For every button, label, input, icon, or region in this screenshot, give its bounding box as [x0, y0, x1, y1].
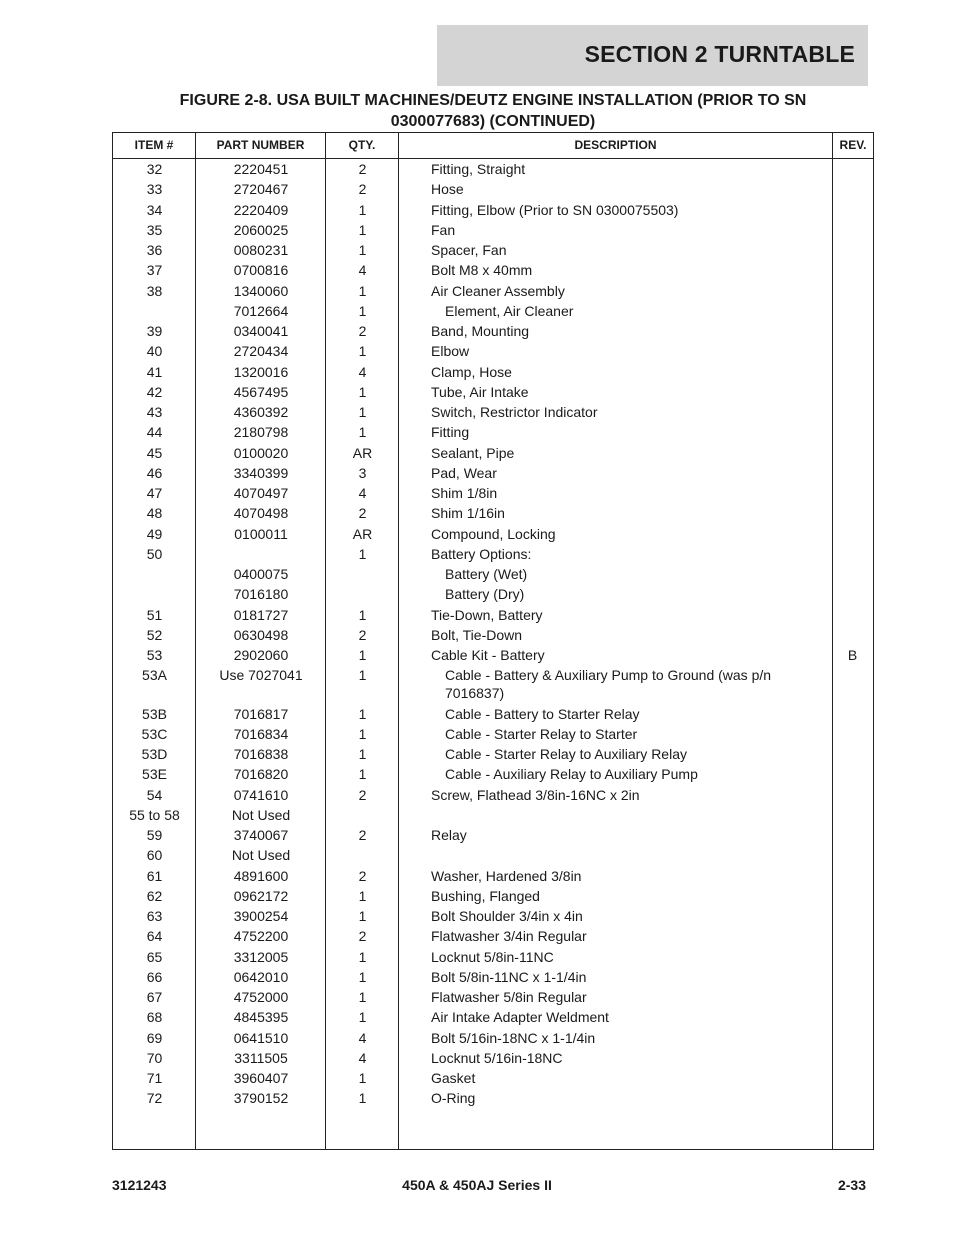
part-number-cell: 0642010: [233, 968, 289, 985]
item-number-cell: 62: [146, 887, 163, 904]
part-number-cell: 0080231: [233, 242, 289, 258]
qty-cell: 1: [358, 1070, 367, 1086]
part-number-cell: 0630498: [233, 626, 289, 643]
item-number-cell: 53D: [141, 746, 168, 762]
item-number-cell: 53C: [141, 725, 168, 742]
qty-cell: 1: [358, 282, 367, 299]
qty-cell: 2: [358, 786, 367, 803]
header-rev: REV.: [839, 138, 867, 152]
qty-cell: AR: [352, 444, 373, 461]
qty-cell: 1: [358, 766, 367, 783]
qty-cell: 1: [358, 545, 367, 562]
part-number-cell: 7016180: [233, 586, 289, 603]
item-number-cell: 53: [146, 647, 163, 663]
item-number-cell: 54: [146, 786, 163, 803]
description-cell: Tube, Air Intake: [431, 383, 529, 400]
header-item: ITEM #: [134, 138, 174, 152]
part-number-cell: 3900254: [233, 908, 289, 924]
item-number-cell: 41: [146, 363, 163, 380]
qty-cell: 2: [358, 626, 367, 643]
item-number-cell: 71: [146, 1070, 163, 1086]
item-number-cell: 43: [146, 404, 163, 420]
description-cell: Elbow: [431, 343, 470, 360]
description-cell: Fitting: [431, 424, 470, 441]
item-number-cell: 72: [146, 1090, 163, 1107]
qty-cell: 1: [358, 647, 367, 663]
item-number-cell: 69: [146, 1029, 163, 1046]
description-cell: Battery Options:: [431, 545, 532, 562]
part-number-cell: 4567495: [233, 383, 289, 400]
description-cell: Flatwasher 3/4in Regular: [431, 928, 587, 945]
description-cell: Screw, Flathead 3/8in-16NC x 2in: [431, 786, 640, 803]
part-number-cell: 3960407: [233, 1070, 289, 1086]
qty-cell: 1: [358, 746, 367, 762]
item-number-cell: 52: [146, 626, 163, 643]
qty-cell: 1: [358, 948, 367, 965]
part-number-cell: 2060025: [233, 221, 289, 238]
qty-cell: 2: [358, 323, 367, 339]
description-cell: Shim 1/16in: [431, 505, 505, 522]
description-cell: Sealant, Pipe: [431, 444, 515, 461]
qty-cell: 1: [358, 221, 367, 238]
part-number-cell: 7012664: [233, 302, 289, 319]
part-number-cell: 4070497: [233, 485, 289, 501]
column-divider: [832, 133, 833, 1149]
description-cell: Switch, Restrictor Indicator: [431, 404, 598, 420]
qty-cell: 1: [358, 989, 367, 1005]
part-number-cell: 3740067: [233, 827, 289, 843]
item-number-cell: 65: [146, 948, 163, 965]
description-cell: Locknut 5/8in-11NC: [431, 948, 554, 965]
item-number-cell: 49: [146, 525, 163, 542]
qty-cell: 1: [358, 383, 367, 400]
item-number-cell: 63: [146, 908, 163, 924]
header-qty: QTY.: [348, 138, 376, 152]
description-cell: Flatwasher 5/8in Regular: [431, 989, 587, 1005]
qty-cell: 2: [358, 505, 367, 522]
qty-cell: 1: [358, 201, 367, 218]
description-cell: Cable - Battery & Auxiliary Pump to Ground (was p/n 7016837): [445, 667, 772, 702]
item-number-cell: 50: [146, 545, 163, 562]
item-number-cell: 70: [146, 1049, 163, 1066]
footer-doc-number: 3121243: [112, 1177, 167, 1193]
figure-title: [112, 90, 874, 132]
qty-cell: 1: [358, 1009, 367, 1026]
part-number-cell: 7016838: [233, 746, 289, 762]
part-number-cell: 0700816: [233, 262, 289, 279]
item-number-cell: 67: [146, 989, 163, 1005]
part-number-cell: 2720434: [233, 343, 289, 360]
figure-title-line-1: FIGURE 2-8. USA BUILT MACHINES/DEUTZ ENGINE INSTALLATION (PRIOR TO SN: [179, 92, 807, 109]
part-number-cell: 2220451: [233, 161, 289, 177]
item-number-cell: 32: [146, 161, 163, 177]
description-cell: Cable - Battery to Starter Relay: [445, 705, 640, 722]
qty-cell: 1: [358, 404, 367, 420]
description-cell: O-Ring: [431, 1090, 476, 1107]
item-number-cell: 68: [146, 1009, 163, 1026]
item-number-cell: 33: [146, 181, 163, 198]
qty-cell: 1: [358, 606, 367, 623]
description-cell: Spacer, Fan: [431, 242, 507, 258]
item-number-cell: 66: [146, 968, 163, 985]
qty-cell: 1: [358, 968, 367, 985]
item-number-cell: 46: [146, 464, 163, 481]
item-number-cell: 40: [146, 343, 163, 360]
item-number-cell: 55 to 58: [129, 806, 180, 823]
qty-cell: 1: [358, 242, 367, 258]
parts-table: [112, 132, 874, 1150]
part-number-cell: 0100020: [233, 444, 289, 461]
description-cell: Bolt 5/8in-11NC x 1-1/4in: [431, 968, 587, 985]
qty-cell: 4: [358, 1049, 367, 1066]
item-number-cell: 48: [146, 505, 163, 522]
description-cell: Fan: [431, 221, 456, 238]
qty-cell: 3: [358, 464, 367, 481]
description-cell: Bushing, Flanged: [431, 887, 540, 904]
description-cell: Cable - Starter Relay to Auxiliary Relay: [445, 746, 687, 762]
item-number-cell: 61: [146, 867, 163, 884]
part-number-cell: Not Used: [231, 847, 291, 864]
description-cell: Cable Kit - Battery: [431, 647, 545, 663]
description-cell: Battery (Wet): [445, 566, 528, 582]
qty-cell: 2: [358, 827, 367, 843]
item-number-cell: 34: [146, 201, 163, 218]
description-cell: Shim 1/8in: [431, 485, 498, 501]
qty-cell: 1: [358, 424, 367, 441]
part-number-cell: 2902060: [233, 647, 289, 663]
qty-cell: 1: [358, 1090, 367, 1107]
header-part-number: PART NUMBER: [216, 138, 305, 152]
part-number-cell: 2720467: [233, 181, 289, 198]
item-number-cell: 53E: [142, 766, 167, 783]
item-number-cell: 47: [146, 485, 163, 501]
description-cell: Fitting, Elbow (Prior to SN 0300075503): [431, 201, 679, 218]
item-number-cell: 45: [146, 444, 163, 461]
qty-cell: 4: [358, 363, 367, 380]
description-cell: Air Cleaner Assembly: [431, 282, 565, 299]
qty-cell: 1: [358, 667, 367, 684]
description-cell: Tie-Down, Battery: [431, 606, 543, 623]
figure-title-line-2: 0300077683) (CONTINUED): [390, 113, 596, 130]
item-number-cell: 44: [146, 424, 163, 441]
qty-cell: 1: [358, 908, 367, 924]
item-number-cell: 39: [146, 323, 163, 339]
qty-cell: 1: [358, 725, 367, 742]
qty-cell: AR: [352, 525, 373, 542]
description-cell: Relay: [431, 827, 467, 843]
qty-cell: 2: [358, 867, 367, 884]
part-number-cell: 3311505: [234, 1049, 288, 1066]
item-number-cell: 51: [146, 606, 163, 623]
description-cell: Element, Air Cleaner: [445, 302, 574, 319]
part-number-cell: Not Used: [231, 806, 291, 823]
qty-cell: 1: [358, 705, 367, 722]
item-number-cell: 53A: [142, 667, 167, 684]
footer-model: 450A & 450AJ Series II: [402, 1177, 552, 1193]
qty-cell: 4: [358, 262, 367, 279]
part-number-cell: 0741610: [233, 786, 289, 803]
item-number-cell: 53B: [142, 705, 167, 722]
part-number-cell: 4752000: [233, 989, 289, 1005]
part-number-cell: 3340399: [233, 464, 289, 481]
description-cell: Cable - Auxiliary Relay to Auxiliary Pump: [445, 766, 698, 783]
description-cell: Bolt 5/16in-18NC x 1-1/4in: [431, 1029, 596, 1046]
part-number-cell: 7016834: [233, 725, 289, 742]
part-number-cell: 0400075: [233, 566, 289, 582]
part-number-cell: 3312005: [233, 948, 289, 965]
description-cell: Clamp, Hose: [431, 363, 512, 380]
description-cell: Cable - Starter Relay to Starter: [445, 725, 638, 742]
rev-cell: B: [847, 647, 858, 663]
item-number-cell: 36: [146, 242, 163, 258]
description-cell: Washer, Hardened 3/8in: [431, 867, 582, 884]
part-number-cell: 7016817: [233, 705, 289, 722]
description-cell: Fitting, Straight: [431, 161, 526, 177]
item-number-cell: 42: [146, 383, 163, 400]
description-cell: Band, Mounting: [431, 323, 530, 339]
item-number-cell: 35: [146, 221, 163, 238]
part-number-cell: 1340060: [233, 282, 289, 299]
qty-cell: 2: [358, 928, 367, 945]
qty-cell: 1: [358, 887, 367, 904]
part-number-cell: 7016820: [233, 766, 289, 783]
description-cell: Bolt Shoulder 3/4in x 4in: [431, 908, 583, 924]
part-number-cell: 1320016: [233, 363, 289, 380]
part-number-cell: 0340041: [233, 323, 289, 339]
description-cell: Pad, Wear: [431, 464, 497, 481]
description-cell: Gasket: [431, 1070, 476, 1086]
description-cell: Hose: [431, 181, 464, 198]
description-cell: Compound, Locking: [431, 525, 556, 542]
item-number-cell: 64: [146, 928, 163, 945]
description-cell: Bolt M8 x 40mm: [431, 262, 533, 279]
part-number-cell: 4360392: [233, 404, 289, 420]
description-cell: Locknut 5/16in-18NC: [431, 1049, 563, 1066]
qty-cell: 2: [358, 161, 367, 177]
part-number-cell: 0641510: [233, 1029, 289, 1046]
footer-page-number: 2-33: [837, 1177, 866, 1193]
part-number-cell: 4845395: [233, 1009, 289, 1026]
part-number-cell: 4752200: [233, 928, 289, 945]
part-number-cell: 4891600: [233, 867, 289, 884]
header-divider: [113, 158, 873, 159]
item-number-cell: 37: [146, 262, 163, 279]
section-header-banner: [437, 25, 868, 86]
item-number-cell: 60: [146, 847, 163, 864]
part-number-cell: 0962172: [233, 887, 289, 904]
description-cell: Battery (Dry): [445, 586, 525, 603]
part-number-cell: 2180798: [233, 424, 289, 441]
qty-cell: 4: [358, 485, 367, 501]
item-number-cell: 59: [146, 827, 163, 843]
qty-cell: 2: [358, 181, 367, 198]
part-number-cell: 4070498: [233, 505, 289, 522]
qty-cell: 1: [358, 302, 367, 319]
part-number-cell: 0181727: [233, 606, 289, 623]
description-cell: Air Intake Adapter Weldment: [431, 1009, 609, 1026]
qty-cell: 4: [358, 1029, 367, 1046]
part-number-cell: 2220409: [233, 201, 289, 218]
part-number-cell: Use 7027041: [219, 667, 303, 684]
section-header: SECTION 2 TURNTABLE: [584, 41, 855, 67]
description-cell: Bolt, Tie-Down: [431, 626, 523, 643]
part-number-cell: 3790152: [233, 1090, 289, 1107]
header-description: DESCRIPTION: [574, 138, 657, 152]
item-number-cell: 38: [146, 282, 163, 299]
part-number-cell: 0100011: [234, 525, 288, 542]
qty-cell: 1: [358, 343, 367, 360]
